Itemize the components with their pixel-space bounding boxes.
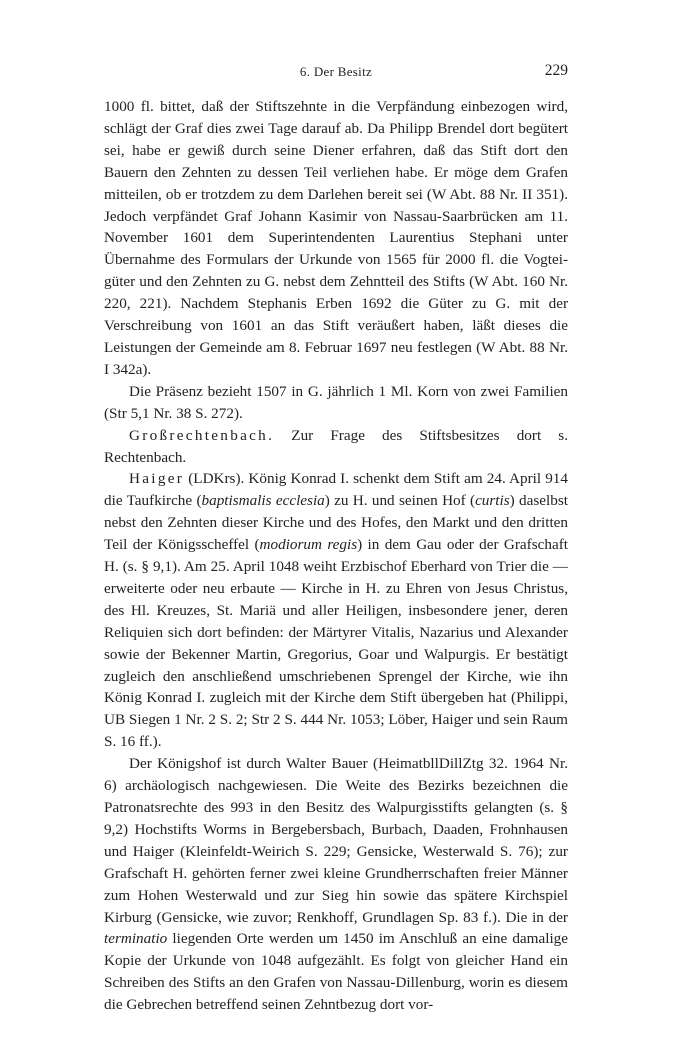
paragraph-text: Zur Frage des Stiftsbesitzes dort s. Rechtenbach.: [104, 426, 568, 466]
latin-term: curtis: [475, 492, 510, 510]
paragraph-text: liegenden Orte werden um 1450 im Anschluß an eine damalige Kopie der Urkunde von 1048 aufgezählt. Es folgt von gleicher Hand ein Schreiben des Stifts an den Grafen von Nassau-Dillenburg, worin es diesem die Gebrechen betreffend seinen Zehntbezug dort vor-: [104, 930, 568, 1014]
place-name-grossrechtenbach: Großrechtenbach.: [129, 426, 275, 444]
paragraph-text: Der Königshof ist durch Walter Bauer (HeimatbllDillZtg 32. 1964 Nr. 6) archäologisch nachgewiesen. Die Weite des Bezirks bezeichnen die Patronatsrechte des 993 in den Besitz des Walpurgisstifts gelangten (s. § 9,2) Hochstifts Worms in Bergebersbach, Burbach, Daaden, Frohnhausen und Haiger (Kleinfeldt-Weirich S. 229; Gensicke, Westerwald S. 76); zur Grafschaft H. gehörten ferner zwei kleine Grundherrschaften freier Männer zum Hohen Westerwald und zur Sieg hin sowie das spätere Kirchspiel Kirburg (Gensicke, wie zuvor; Renkhoff, Grundlagen Sp. 83 f.). Die in der: [104, 755, 568, 926]
page-number: 229: [544, 62, 568, 79]
paragraph-koenigshof: [104, 753, 568, 1016]
latin-term: terminatio: [104, 930, 168, 948]
body-text: [104, 96, 568, 1016]
latin-term: modiorum regis: [259, 536, 358, 554]
page-header: [104, 64, 568, 84]
paragraph-text: ) zu H. und seinen Hof (: [324, 492, 476, 510]
paragraph-grossrechtenbach: [104, 425, 568, 469]
paragraph-haiger: [104, 468, 568, 753]
paragraph-text: ) daselbst nebst den Zehnten dieser Kirche und des Hofes, den Markt und den dritten Teil der Königsscheffel (: [104, 492, 568, 554]
place-name-haiger: Haiger: [129, 470, 185, 488]
latin-term: baptismalis ecclesia: [201, 492, 325, 510]
paragraph-praesenz: Die Präsenz bezieht 1507 in G. jährlich 1 Ml. Korn von zwei Familien (Str 5,1 Nr. 38 S. 272).: [104, 382, 568, 422]
running-title: 6. Der Besitz: [299, 64, 373, 79]
paragraph-text: ) in dem Gau oder der Grafschaft H. (s. § 9,1). Am 25. April 1048 weiht Erzbischof Eberhard von Trier die — erweiterte oder neu erbaute — Kirche in H. zu Ehren von Jesus Christus, des Hl. Kreuzes, St. Mariä und aller Heiligen, insbesondere jener, deren Reliquien sich dort befinden: der Märtyrer Vitalis, Nazarius und Alexander sowie der Bekenner Martin, Gregorius, Goar und Walpurgis. Er bestätigt zugleich den anschließend umschriebenen Sprengel der Kirche, wie ihn König Konrad I. zugleich mit der Kirche dem Stift übergeben hat (Philippi, UB Siegen 1 Nr. 2 S. 2; Str 2 S. 444 Nr. 1053; Löber, Haiger und sein Raum S. 16 ff.).: [104, 536, 568, 751]
paragraph-text: (LDKrs). König Konrad I. schenkt dem Stift am 24. April 914 die Taufkirche (: [104, 470, 568, 510]
paragraph-loan-continuation: 1000 fl. bittet, daß der Stiftszehnte in die Verpfändung einbezogen wird, schlägt der Graf dies zwei Tage darauf ab. Da Philipp Brendel dort begütert sei, habe er gewiß durch seine Diener erfahren, daß das Stift dort den Bauern den Zehnten zu dessen Teil verliehen habe. Er möge dem Grafen mitteilen, ob er trotzdem zu dem Darlehen bereit sei (W Abt. 88 Nr. II 351). Jedoch verpfändet Graf Johann Kasimir von Nassau-Saarbrücken am 11. November 1601 dem Superintendenten Laurentius Stephani unter Übernahme des Formulars der Urkunde von 1565 für 2000 fl. die Vogteigüter und den Zehnten zu G. nebst dem Zehntteil des Stifts (W Abt. 160 Nr. 220, 221). Nachdem Stephanis Erben 1692 die Güter zu G. mit der Verschreibung von 1601 an das Stift veräußert haben, läßt dieses die Leistungen der Gemeinde am 8. Februar 1697 neu festlegen (W Abt. 88 Nr. I 342a).: [104, 98, 568, 378]
